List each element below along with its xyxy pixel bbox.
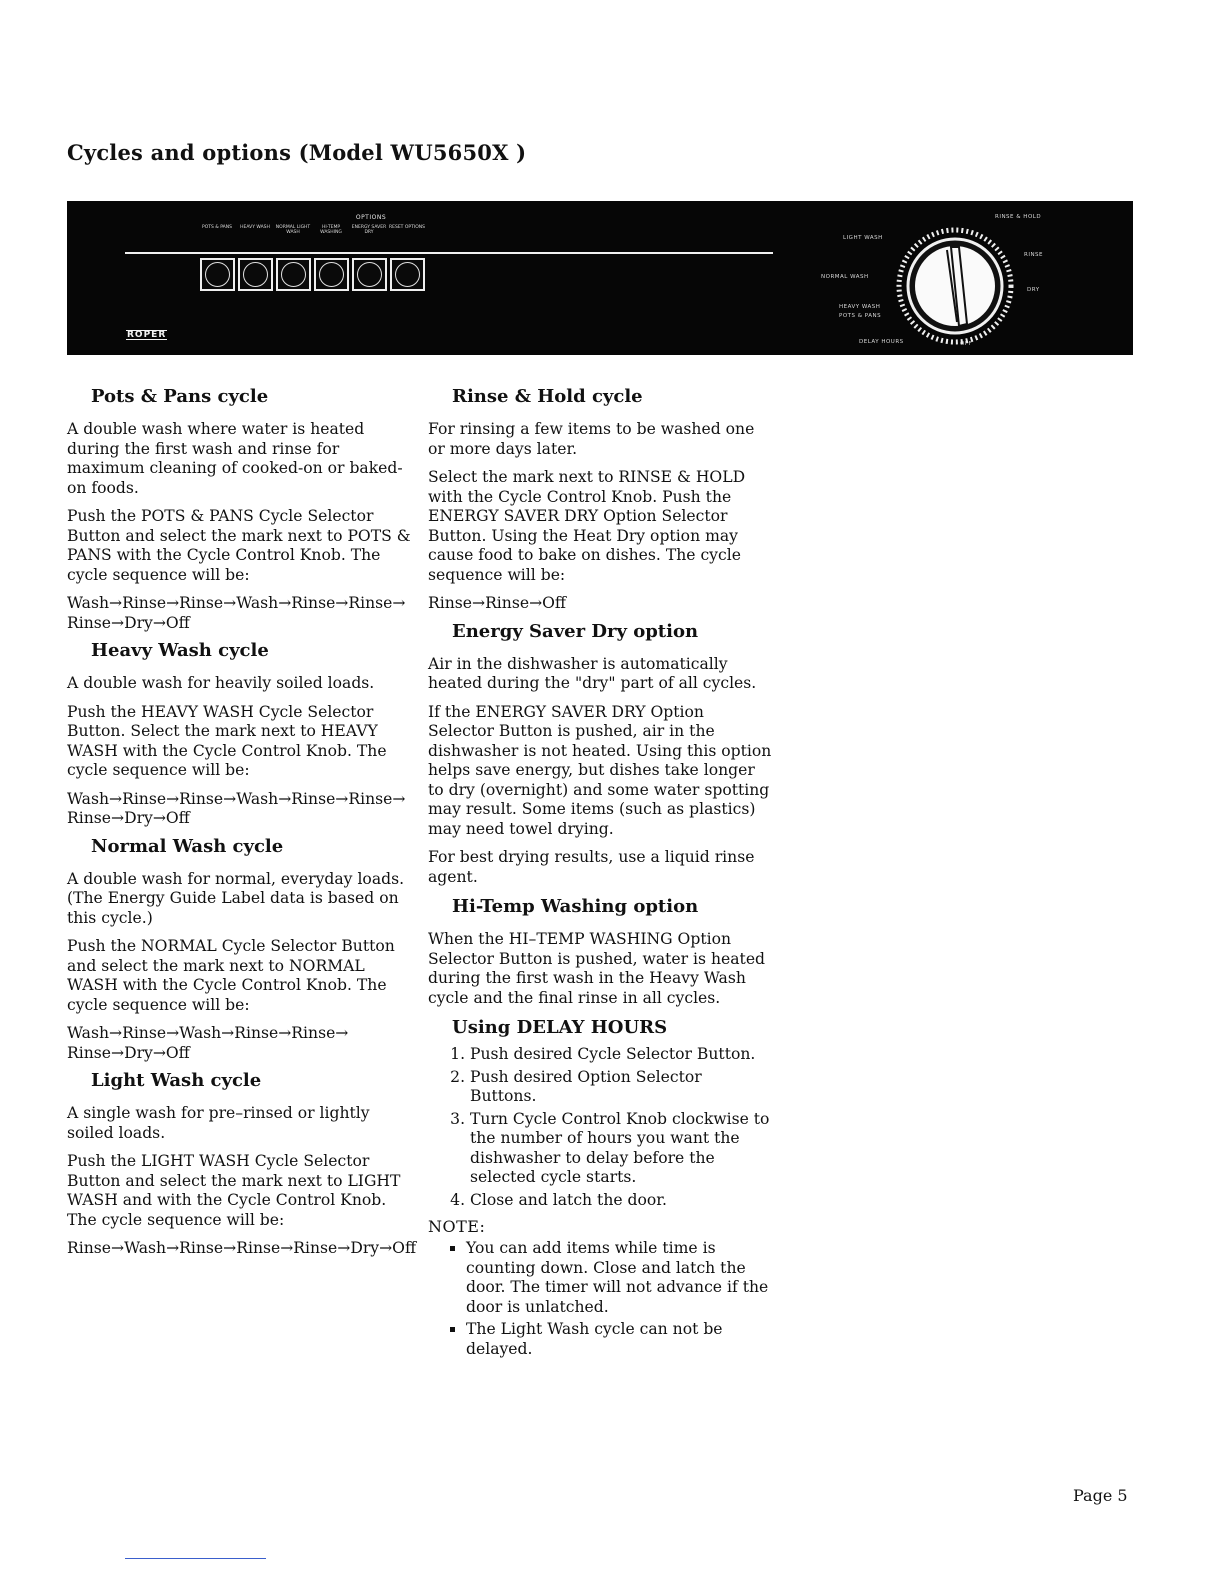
pots-pans-sequence: Wash→Rinse→Rinse→Wash→Rinse→Rinse→ Rinse→Dry→Off [67, 594, 406, 632]
button-label-reset-options: RESET OPTIONS [389, 225, 425, 230]
light-wash-description: A single wash for pre–rinsed or lightly soiled loads. [67, 1104, 370, 1142]
heavy-wash-instructions: Push the HEAVY WASH Cycle Selector Button. Select the mark next to HEAVY WASH with the Cycle Control Knob. The cycle sequence will be: [67, 702, 387, 779]
pots-pans-instructions: Push the POTS & PANS Cycle Selector Button and select the mark next to POTS & PANS with the Cycle Control Knob. The cycle sequence will be: [67, 507, 411, 584]
heading-rinse-hold: Rinse & Hold cycle [452, 386, 643, 407]
knob-label-normal-wash: NORMAL WASH [821, 274, 869, 280]
normal-light-wash-button[interactable] [276, 258, 311, 291]
page-number: Page 5 [1073, 1486, 1128, 1505]
button-circle-icon [281, 262, 306, 287]
delay-step: 4. Close and latch the door. [470, 1191, 773, 1211]
normal-wash-description: A double wash for normal, everyday loads. (The Energy Guide Label data is based on this cycle.) [67, 869, 405, 927]
energy-saver-details: If the ENERGY SAVER DRY Option Selector Button is pushed, air in the dishwasher is not heated. Using this option helps save energy, but dishes take longer to dry (overnight) and some water spotting may result. Some items (such as plastics) may need towel drying. [428, 702, 772, 838]
selector-button-row [200, 258, 428, 291]
page-title: Cycles and options (Model WU5650X ) [67, 140, 527, 165]
knob-label-rinse-hold: RINSE & HOLD [995, 214, 1042, 220]
right-column [428, 386, 773, 1362]
normal-wash-sequence: Wash→Rinse→Wash→Rinse→Rinse→ Rinse→Dry→Off [67, 1024, 349, 1062]
light-wash-instructions: Push the LIGHT WASH Cycle Selector Button and select the mark next to LIGHT WASH and with the Cycle Control Knob. The cycle sequence will be: [67, 1152, 401, 1229]
energy-saver-dry-button[interactable] [352, 258, 387, 291]
cycle-control-knob[interactable] [885, 214, 1025, 354]
button-circle-icon [357, 262, 382, 287]
knob-label-heavy-wash: HEAVY WASH [839, 304, 881, 310]
heavy-wash-button[interactable] [238, 258, 273, 291]
pots-pans-description: A double wash where water is heated during the first wash and rinse for maximum cleaning of cooked-on or baked-on foods. [67, 420, 403, 497]
hi-temp-description: When the HI–TEMP WASHING Option Selector Button is pushed, water is heated during the first wash in the Heavy Wash cycle and the final rinse in all cycles. [428, 930, 766, 1007]
options-heading: OPTIONS [355, 214, 387, 221]
normal-wash-instructions: Push the NORMAL Cycle Selector Button and select the mark next to NORMAL WASH with the Cycle Control Knob. The cycle sequence will be: [67, 937, 395, 1014]
button-circle-icon [319, 262, 344, 287]
heading-heavy-wash: Heavy Wash cycle [91, 640, 269, 661]
note-item: ▪ The Light Wash cycle can not be delayed. [466, 1320, 773, 1359]
rinse-hold-instructions: Select the mark next to RINSE & HOLD with the Cycle Control Knob. Push the ENERGY SAVER DRY Option Selector Button. Using the Heat Dry option may cause food to bake on dishes. The cycle sequence will be: [428, 468, 746, 584]
button-label-pots-pans: POTS & PANS [202, 225, 232, 230]
button-label-energy-saver: ENERGY SAVER DRY [351, 225, 387, 235]
control-panel-illustration [67, 201, 1133, 355]
knob-label-light-wash: LIGHT WASH [843, 235, 883, 241]
button-circle-icon [205, 262, 230, 287]
knob-label-pots-pans: POTS & PANS [839, 313, 882, 319]
heavy-wash-sequence: Wash→Rinse→Rinse→Wash→Rinse→Rinse→ Rinse→Dry→Off [67, 789, 406, 827]
rinse-hold-sequence: Rinse→Rinse→Off [428, 594, 566, 612]
knob-label-rinse: RINSE [1024, 252, 1044, 258]
footer-divider [125, 1558, 266, 1559]
button-circle-icon [395, 262, 420, 287]
delay-step: 2. Push desired Option Selector Buttons. [470, 1068, 773, 1107]
button-label-hi-temp: HI-TEMP WASHING [320, 225, 342, 235]
button-circle-icon [243, 262, 268, 287]
button-label-normal-light: NORMAL LIGHT WASH [275, 225, 311, 235]
heading-light-wash: Light Wash cycle [91, 1070, 262, 1091]
hi-temp-washing-button[interactable] [314, 258, 349, 291]
light-wash-sequence: Rinse→Wash→Rinse→Rinse→Rinse→Dry→Off [67, 1239, 417, 1257]
energy-saver-tip: For best drying results, use a liquid rinse agent. [428, 848, 755, 886]
panel-divider [125, 252, 773, 254]
energy-saver-description: Air in the dishwasher is automatically heated during the "dry" part of all cycles. [428, 654, 757, 692]
heading-normal-wash: Normal Wash cycle [91, 835, 284, 857]
reset-options-button[interactable] [390, 258, 425, 291]
heavy-wash-description: A double wash for heavily soiled loads. [67, 674, 375, 692]
knob-label-dry: DRY [1027, 287, 1040, 293]
notes-list [428, 1239, 773, 1359]
delay-step: 1. Push desired Cycle Selector Button. [470, 1045, 773, 1065]
button-label-heavy-wash: HEAVY WASH [240, 225, 270, 230]
roper-logo: ROPER [127, 330, 167, 340]
left-column [67, 386, 417, 1266]
note-item: ▪ You can add items while time is counting down. Close and latch the door. The timer will not advance if the door is unlatched. [466, 1239, 773, 1317]
heading-energy-saver-dry: Energy Saver Dry option [452, 620, 699, 642]
delay-step: 3. Turn Cycle Control Knob clockwise to the number of hours you want the dishwasher to delay before the selected cycle starts. [470, 1110, 773, 1188]
delay-steps-list [428, 1045, 773, 1210]
heading-pots-pans: Pots & Pans cycle [91, 386, 269, 407]
knob-label-delay-hours: DELAY HOURS [859, 339, 904, 345]
heading-hi-temp: Hi-Temp Washing option [452, 896, 699, 917]
rinse-hold-description: For rinsing a few items to be washed one or more days later. [428, 420, 755, 458]
note-label: NOTE: [428, 1217, 486, 1236]
knob-label-off: OFF [960, 341, 973, 347]
heading-delay-hours: Using DELAY HOURS [452, 1017, 668, 1038]
pots-pans-button[interactable] [200, 258, 235, 291]
